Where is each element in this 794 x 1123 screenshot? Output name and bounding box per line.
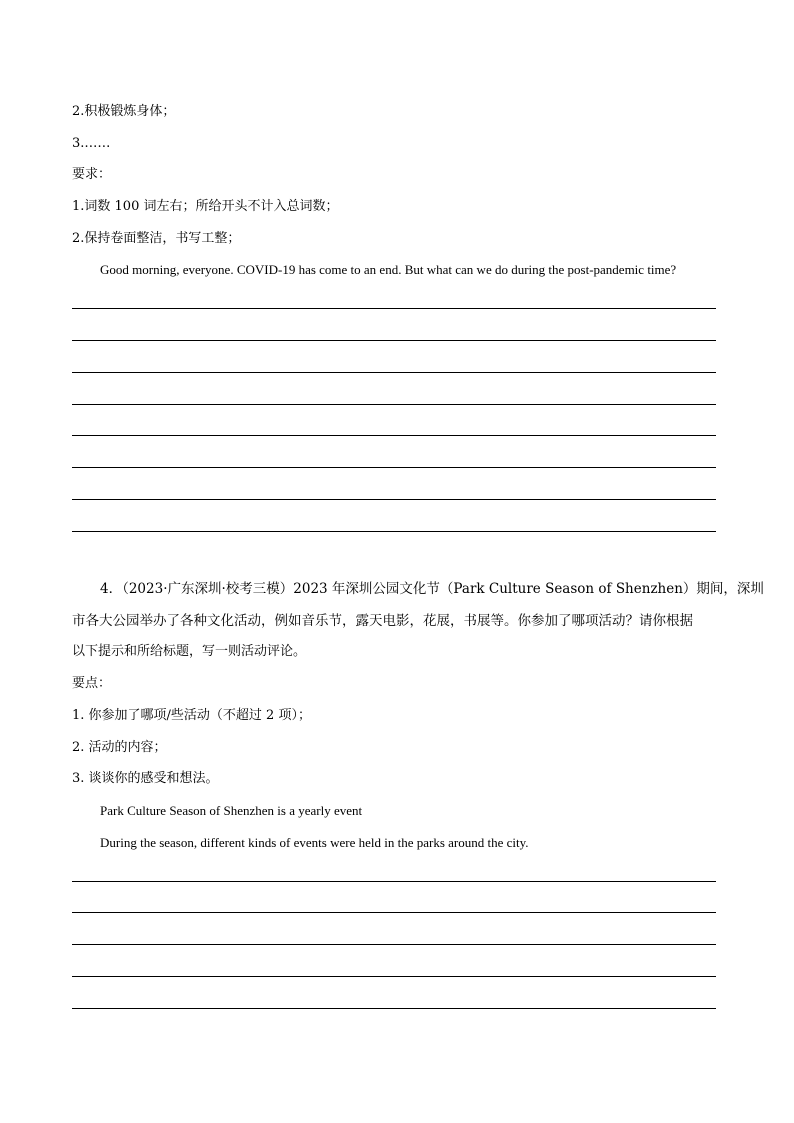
writing-line <box>72 499 716 500</box>
writing-line <box>72 340 716 341</box>
point-1: 1. 你参加了哪项/些活动（不超过 2 项）； <box>72 708 311 723</box>
writing-line <box>72 404 716 405</box>
point-3: 3. 谈谈你的感受和想法。 <box>72 771 219 786</box>
essay-title-line: Park Culture Season of Shenzhen is a yearly event <box>100 803 363 818</box>
list-item-3: 3.…… <box>72 136 111 151</box>
writing-line <box>72 372 716 373</box>
writing-line <box>72 912 716 913</box>
question-4-line-2: 市各大公园举办了各种文化活动，例如音乐节，露天电影，花展，书展等。你参加了哪项活动？请你根据 <box>72 613 693 629</box>
requirement-1: 1.词数 100 词左右；所给开头不计入总词数； <box>72 199 339 214</box>
requirements-heading: 要求： <box>72 167 112 182</box>
writing-line <box>72 531 716 532</box>
writing-line <box>72 881 716 882</box>
writing-line <box>72 308 716 309</box>
essay-opening-sentence: During the season, different kinds of events were held in the parks around the city. <box>100 835 529 850</box>
essay-opening-sentence: Good morning, everyone. COVID-19 has come to an end. But what can we do during the post-pandemic time? <box>100 262 677 277</box>
question-4-line-1: 4．（2023·广东深圳·校考三模）2023 年深圳公园文化节（Park Culture Season of Shenzhen）期间，深圳 <box>100 581 764 597</box>
writing-line <box>72 1008 716 1009</box>
writing-line <box>72 435 716 436</box>
requirement-2: 2.保持卷面整洁，书写工整； <box>72 231 241 246</box>
points-heading: 要点： <box>72 676 112 691</box>
writing-line <box>72 944 716 945</box>
list-item-2: 2.积极锻炼身体； <box>72 104 176 119</box>
question-4-line-3: 以下提示和所给标题，写一则活动评论。 <box>72 644 307 659</box>
writing-line <box>72 467 716 468</box>
writing-line <box>72 976 716 977</box>
point-2: 2. 活动的内容； <box>72 740 167 755</box>
